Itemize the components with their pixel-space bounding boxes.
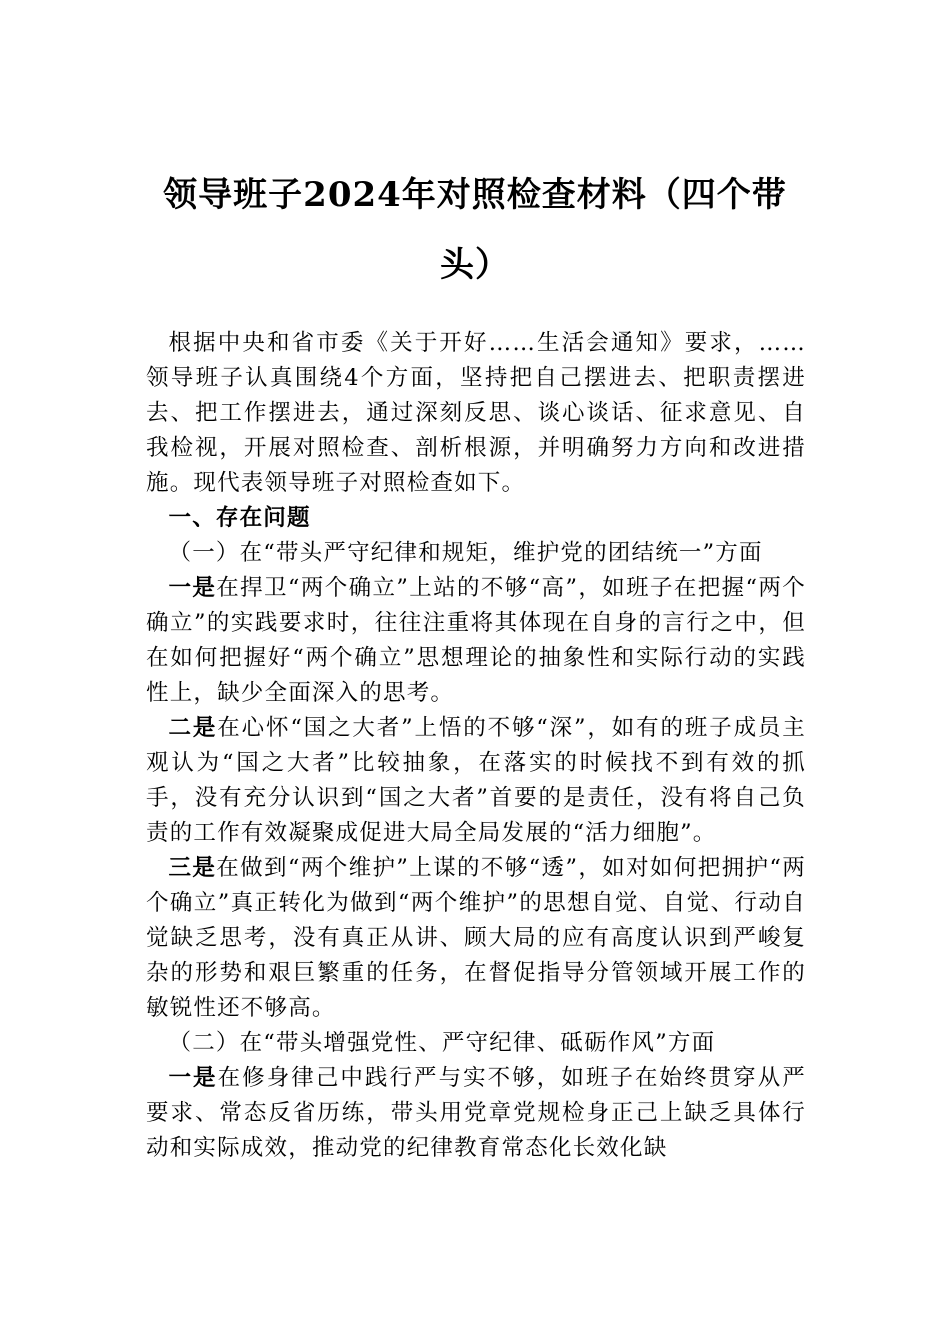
list-item — [146, 1061, 806, 1166]
intro-paragraph: 根据中央和省市委《关于开好……生活会通知》要求，……领导班子认真围绕4个方面，坚持把自己摆进去、把职责摆进去、把工作摆进去，通过深刻反思、谈心谈话、征求意见、自我检视，开展对照检查、剖析根源，并明确努力方向和改进措施。现代表领导班子对照检查如下。 — [146, 330, 806, 496]
item-text: 在做到“两个维护”上谋的不够“透”，如对如何把拥护“两个确立”真正转化为做到“两个维护”的思想自觉、自觉、行动自觉缺乏思考，没有真正从讲、顾大局的应有高度认识到严峻复杂的形势和艰巨繁重的任务，在督促指导分管领域开展工作的敏锐性还不够高。 — [146, 855, 806, 1021]
section-heading-problems: 一、存在问题 — [168, 505, 311, 531]
item-text: 在心怀“国之大者”上悟的不够“深”，如有的班子成员主观认为“国之大者”比较抽象，在落实的时候找不到有效的抓手，没有充分认识到“国之大者”首要的是责任，没有将自己负责的工作有效凝聚成促进大局全局发展的“活力细胞”。 — [146, 715, 806, 846]
subsection-heading-1: （一）在“带头严守纪律和规矩，维护党的团结统一”方面 — [168, 540, 763, 566]
item-text: 在捍卫“两个确立”上站的不够“高”，如班子在把握“两个确立”的实践要求时，往往注重将其体现在自身的言行之中，但在如何把握好“两个确立”思想理论的抽象性和实际行动的实践性上，缺少全面深入的思考。 — [146, 575, 806, 706]
item-lead: 二是 — [168, 715, 218, 741]
item-lead: 一是 — [168, 1065, 218, 1091]
document-body — [146, 326, 806, 1166]
list-item — [146, 571, 806, 711]
item-lead: 三是 — [168, 855, 217, 881]
list-item — [146, 711, 806, 851]
item-lead: 一是 — [168, 575, 217, 601]
subsection-heading-2: （二）在“带头增强党性、严守纪律、砥砺作风”方面 — [168, 1030, 716, 1056]
list-item — [146, 851, 806, 1026]
document-title: 领导班子2024年对照检查材料（四个带 头） — [163, 175, 787, 285]
item-text: 在修身律己中践行严与实不够，如班子在始终贯穿从严要求、常态反省历练，带头用党章党规检身正己上缺乏具体行动和实际成效，推动党的纪律教育常态化长效化缺 — [146, 1065, 806, 1161]
